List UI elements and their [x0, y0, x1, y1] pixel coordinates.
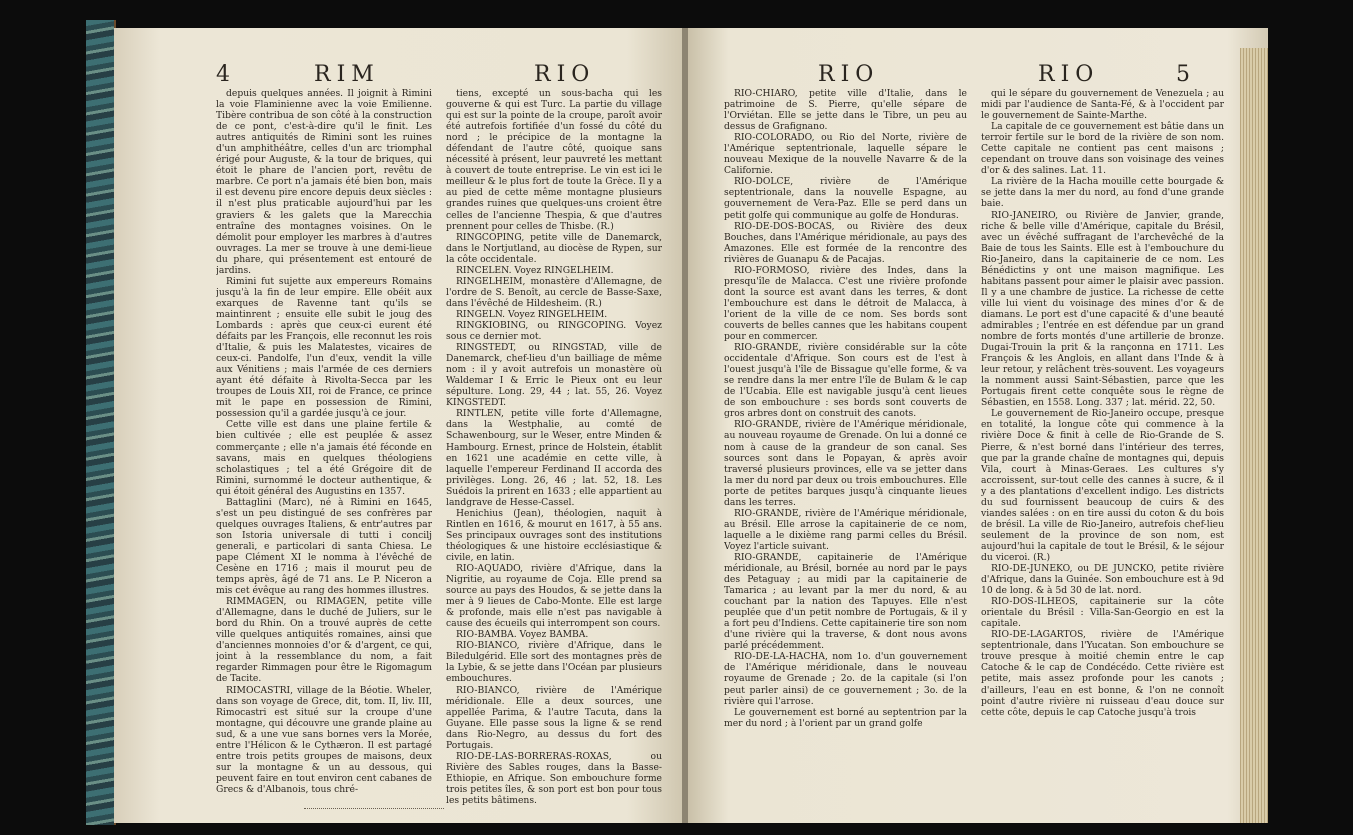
left-columns [216, 88, 662, 808]
paragraph: Battaglini (Marc), né à Rimini en 1645, s'est un peu distingué de ses confrères par quelques ouvrages Italiens, & entr'autres par son Istoria universale di tutti i concilj generali, e particolari di santa Chiesa. Le pape Clément XI le nomma à l'évêché de Cesène en 1716 ; mais il mourut peu de temps après, âgé de 71 ans. Le P. Niceron a mis cet évêque au rang des hommes illustres. [216, 496, 432, 597]
paragraph: tiens, excepté un sous-bacha qui les gouverne & qui est Turc. La partie du village qui est sur la pointe de la croupe, paroît avoir été autrefois fortifiée d'un fossé du côté du nord ; le précipice de la montagne la défendant de l'autre côté, quoique sans nécessité à présent, leur pauvreté les mettant à couvert de toute entreprise. Le vin est ici le meilleur & le plus fort de toute la Grèce. Il y a au pied de cette même montagne plusieurs grandes ruines que quelques-uns croient être celles de l'ancienne Thespia, & que d'autres prennent pour celles de Thisbe. (R.) [446, 88, 662, 232]
open-book [86, 20, 1296, 825]
left-header-right: RIO [534, 62, 596, 87]
paragraph: RIMMAGEN, ou RIMAGEN, petite ville d'Allemagne, dans le duché de Juliers, sur le bord du Rhin. On a trouvé auprès de cette ville quelques antiquités romaines, ainsi que d'anciennes monnoies d'or & d'argent, ce qui, joint à la ressemblance du nom, a fait regarder Rimmagen pour être le Rigomagum de Tacite. [216, 596, 432, 685]
paragraph: RIO-DE-DOS-BOCAS, ou Rivière des deux Bouches, dans l'Amérique méridionale, au pays des Amazones. Elle est formée de la rencontre des rivières de Guanapu & de Pacajas. [724, 220, 967, 265]
left-page-number: 4 [216, 62, 236, 87]
paragraph: RIO-JANEIRO, ou Rivière de Janvier, grande, riche & belle ville d'Amérique, capitale du Brésil, avec un évêché suffragant de l'archevêché de la Baie de tous les Saints. Elle est à l'embouchure du Rio-Janeiro, dans la capitainerie de ce nom. Les Bénédictins y ont une maison magnifique. Les habitans passent pour aimer le plaisir avec passion. Il y a une chambre de justice. La richesse de cette ville lui vient du voisinage des mines d'or & de diamans. Le port est d'une capacité & d'une beauté admirables ; l'entrée en est défendue par un grand nombre de forts montés d'une artillerie de bronze. Dugai-Trouin la prit & la rançonna en 1711. Les François & les Anglois, en allant dans l'Inde & à leur retour, y relâchent très-souvent. Les voyageurs la nomment aussi Saint-Sébastien, parce que les Portugais firent cette conquête sous le règne de Sébastien, en 1558. Long. 337 ; lat. mérid. 22, 50. [981, 209, 1224, 409]
right-column-1 [724, 88, 967, 808]
paragraph: RIO-DE-LAS-BORRERAS-ROXAS, ou Rivière des Sables rouges, dans la Basse-Ethiopie, en Afrique. Son embouchure forme trois petites îles, & son port est bon pour tous les petits bâtimens. [446, 750, 662, 806]
paragraph: Henichius (Jean), théologien, naquit à Rintlen en 1616, & mourut en 1617, à 55 ans. Ses principaux ouvrages sont des institutions théologiques & une histoire ecclésiastique & civile, en latin. [446, 507, 662, 563]
paragraph: RINGKIOBING, ou RINGCOPING. Voyez sous ce dernier mot. [446, 319, 662, 343]
paragraph: RIO-GRANDE, rivière considérable sur la côte occidentale d'Afrique. Son cours est de l'est à l'ouest jusqu'à l'île de Bissague qu'elle forme, & va se rendre dans la mer entre l'île de Bulam & le cap de l'Ucabia. Elle est navigable jusqu'à cent lieues de son embouchure : ses bords sont couverts de gros arbres dont on construit des canots. [724, 342, 967, 420]
paragraph: RIO-AQUADO, rivière d'Afrique, dans la Nigritie, au royaume de Coja. Elle prend sa source au pays des Houdos, & se jette dans la mer à 9 lieues de Cabo-Monte. Elle est large & profonde, mais elle n'est pas navigable à cause des écueils qui interrompent son cours. [446, 563, 662, 630]
paragraph: depuis quelques années. Il joignit à Rimini la voie Flaminienne avec la voie Emilienne. Tibère contribua de son côté à la construction de ce pont, c'est-à-dire qu'il le finit. Les autres antiquités de Rimini sont les ruines d'un amphithéâtre, celles d'un arc triomphal érigé pour Auguste, & la tour de briques, qui étoit le phare de l'ancien port, revêtu de marbre. Ce port n'a jamais été bien bon, mais il est devenu pire encore depuis deux siècles : il n'est plus praticable aujourd'hui par les graviers & les galets que la Marecchia entraîne des montagnes voisines. On le démolit pour employer les marbres à d'autres ouvrages. La mer se trouve à une demi-lieue du phare, qui présentement est entouré de jardins. [216, 88, 432, 276]
paragraph: La capitale de ce gouvernement est bâtie dans un terroir fertile sur le bord de la rivière de son nom. Cette capitale ne contient pas cent maisons ; cependant on trouve dans son voisinage des veines d'or & des salines. Lat. 11. [981, 121, 1224, 177]
paragraph: RIO-DE-LAGARTOS, rivière de l'Amérique septentrionale, dans l'Yucatan. Son embouchure se trouve presque à moitié chemin entre le cap Catoche & le cap de Condécédo. Cette rivière est petite, mais assez profonde pour les canots ; d'ailleurs, l'eau en est bonne, & l'on ne connoît point d'autre rivière ni ruisseau d'eau douce sur cette côte, depuis le cap Catoche jusqu'à trois [981, 629, 1224, 718]
paragraph: RIO-CHIARO, petite ville d'Italie, dans le patrimoine de S. Pierre, qu'elle sépare de l'Orviétan. Elle se jette dans le Tibre, un peu au dessus de Grafignano. [724, 88, 967, 133]
paragraph: La rivière de la Hacha mouille cette bourgade & se jette dans la mer du nord, au fond d'une grande baie. [981, 176, 1224, 210]
right-header-left: RIO [818, 62, 880, 87]
paragraph: RIO-GRANDE, capitainerie de l'Amérique méridionale, au Brésil, bornée au nord par le pays des Petaguay ; au midi par la capitainerie de Tamarica ; au levant par la mer du nord, & au couchant par la nation des Tapuyes. Elle n'est peuplée que d'un petit nombre de Portugais, & il y a fort peu d'Indiens. Cette capitainerie tire son nom d'une rivière qui la traverse, & dont nous avons parlé précédemment. [724, 551, 967, 652]
left-header-left: RIM [314, 62, 380, 87]
right-page-number: 5 [1176, 62, 1196, 87]
paragraph: RIO-DOLCE, rivière de l'Amérique septentrionale, dans la nouvelle Espagne, au gouvernement de Vera-Paz. Elle se perd dans un petit golfe qui communique au golfe de Honduras. [724, 176, 967, 221]
page-block-edge [1240, 48, 1268, 823]
paragraph: RINTLEN, petite ville forte d'Allemagne, dans la Westphalie, au comté de Schawenbourg, sur le Weser, entre Minden & Hambourg. Ernest, prince de Holstein, établit en 1621 une académie en cette ville, à laquelle l'empereur Ferdinand II accorda des privilèges. Long. 26, 46 ; lat. 52, 18. Les Suédois la prirent en 1633 ; elle appartient au landgrave de Hesse-Cassel. [446, 408, 662, 508]
paragraph: RINGSTEDT, ou RINGSTAD, ville de Danemarck, chef-lieu d'un bailliage de même nom : il y avoit autrefois un monastère où Waldemar I & Erric le Pieux ont eu leur sépulture. Long. 29, 44 ; lat. 55, 26. Voyez KINGSTEDT. [446, 342, 662, 409]
paragraph: RIO-FORMOSO, rivière des Indes, dans la presqu'île de Malacca. C'est une rivière profonde dont la source est avant dans les terres, & dont l'embouchure est dans le détroit de Malacca, à l'orient de la ville de ce nom. Ses bords sont couverts de belles cannes que les habitans coupent pour en commercer. [724, 264, 967, 343]
left-page-header [114, 62, 684, 92]
paragraph: RINGCOPING, petite ville de Danemarck, dans le Nortjutland, au diocèse de Rypen, sur la côte occidentale. [446, 231, 662, 265]
right-header-right: RIO [1038, 62, 1100, 87]
paragraph: RIO-DE-JUNEKO, ou DE JUNCKO, petite rivière d'Afrique, dans la Guinée. Son embouchure est à 9d 10 de long. & à 5d 30 de lat. nord. [981, 563, 1224, 597]
left-page [114, 28, 684, 823]
paragraph: RIO-BIANCO, rivière de l'Amérique méridionale. Elle a deux sources, une appellée Parima, & l'autre Tacuta, dans la Guyane. Elle passe sous la ligne & se rend dans Rio-Negro, au dessus du fort des Portugais. [446, 684, 662, 751]
right-page-header [688, 62, 1268, 92]
right-page [688, 28, 1268, 823]
paragraph: Rimini fut sujette aux empereurs Romains jusqu'à la fin de leur empire. Elle obéit aux exarques de Ravenne tant qu'ils se maintinrent ; ensuite elle subit le joug des Lombards : après que ceux-ci eurent été défaits par les François, elle reconnut les rois d'Italie, & puis les Malatestes, vicaires de ceux-ci. Pandolfe, l'un d'eux, vendit la ville aux Vénitiens ; mais l'armée de ces derniers ayant été défaite à Rivolta-Secca par les troupes de Louis XII, roi de France, ce prince mit le pape en possession de Rimini, possession qu'il a gardée jusqu'à ce jour. [216, 275, 432, 420]
paragraph: RIO-GRANDE, rivière de l'Amérique méridionale, au nouveau royaume de Grenade. On lui a donné ce nom à cause de la grandeur de son canal. Ses sources sont dans le Popayan, & après avoir traversé plusieurs provinces, elle va se jetter dans la mer du nord par deux ou trois embouchures. Elle porte de petites barques jusqu'à cinquante lieues dans les terres. [724, 419, 967, 508]
paragraph: Le gouvernement est borné au septentrion par la mer du nord ; à l'orient par un grand golfe [724, 706, 967, 729]
paragraph: RIO-COLORADO, ou Rio del Norte, rivière de l'Amérique septentrionale, laquelle sépare le nouveau Mexique de la nouvelle Navarre & de la Californie. [724, 132, 967, 177]
left-column-2 [446, 88, 662, 808]
paragraph: Cette ville est dans une plaine fertile & bien cultivée ; elle est peuplée & assez commerçante ; elle n'a jamais été féconde en savans, mais en quelques théologiens scholastiques ; tel a été Grégoire dit de Rimini, surnommé le docteur authentique, & qui étoit général des Augustins en 1357. [216, 419, 432, 497]
paragraph: RINGELN. Voyez RINGELHEIM. [456, 308, 608, 320]
paragraph: RINCELEN. Voyez RINGELHEIM. [456, 264, 614, 276]
paragraph: RIO-GRANDE, rivière de l'Amérique méridionale, au Brésil. Elle arrose la capitainerie de ce nom, laquelle a le dixième rang parmi celles du Brésil. Voyez l'article suivant. [724, 507, 967, 552]
right-columns [724, 88, 1224, 808]
paragraph: RIO-BIANCO, rivière d'Afrique, dans le Biledulgérid. Elle sort des montagnes près de la Lybie, & se jette dans l'Océan par plusieurs embouchures. [446, 640, 662, 685]
paragraph: qui le sépare du gouvernement de Venezuela ; au midi par l'audience de Santa-Fé, & à l'occident par le gouvernement de Sainte-Marthe. [981, 88, 1224, 122]
marbled-cover-edge [86, 20, 116, 825]
paragraph: RIMOCASTRI, village de la Béotie. Wheler, dans son voyage de Grece, dit, tom. II, liv. III, Rimocastri est situé sur la croupe d'une montagne, qui découvre une grande plaine au sud, & a une vue sans bornes vers la Morée, entre l'Hélicon & le Cythæron. Il est partagé entre trois petits groupes de maisons, deux sur la montagne & un au dessous, qui peuvent faire en tout environ cent cabanes de Grecs & d'Albanois, tous chré- [216, 684, 432, 795]
paragraph: RIO-DE-LA-HACHA, nom 1o. d'un gouvernement de l'Amérique méridionale, dans le nouveau royaume de Grenade ; 2o. de la capitale (si l'on peut parler ainsi) de ce gouvernement ; 3o. de la rivière qui l'arrose. [724, 651, 967, 707]
right-column-2 [981, 88, 1224, 808]
left-column-1 [216, 88, 432, 808]
paragraph: RINGELHEIM, monastère d'Allemagne, de l'ordre de S. Benoît, au cercle de Basse-Saxe, dans l'évêché de Hildesheim. (R.) [446, 275, 662, 309]
page-footer-mark [304, 808, 444, 817]
paragraph: Le gouvernement de Rio-Janeiro occupe, presque en totalité, la longue côte qui commence à la rivière Doce & finit à celle de Rio-Grande de S. Pierre, & n'est borné dans l'intérieur des terres, que par la grande chaîne de montagnes qui, depuis Vila, court à Minas-Geraes. Les cultures s'y accroissent, sur-tout celle des cannes à sucre, & il y a des plantations d'excellent indigo. Les districts du sud fournissent beaucoup de cuirs & des viandes salées : on en tire aussi du coton & du bois de brésil. La ville de Rio-Janeiro, autrefois chef-lieu seulement de la province de son nom, est aujourd'hui la capitale de tout le Brésil, & le séjour du viceroi. (R.) [981, 408, 1224, 563]
paragraph: RIO-DOS-ILHEOS, capitainerie sur la côte orientale du Brésil : Villa-San-Georgio en est la capitale. [981, 596, 1224, 630]
paragraph: RIO-BAMBA. Voyez BAMBA. [456, 629, 589, 641]
